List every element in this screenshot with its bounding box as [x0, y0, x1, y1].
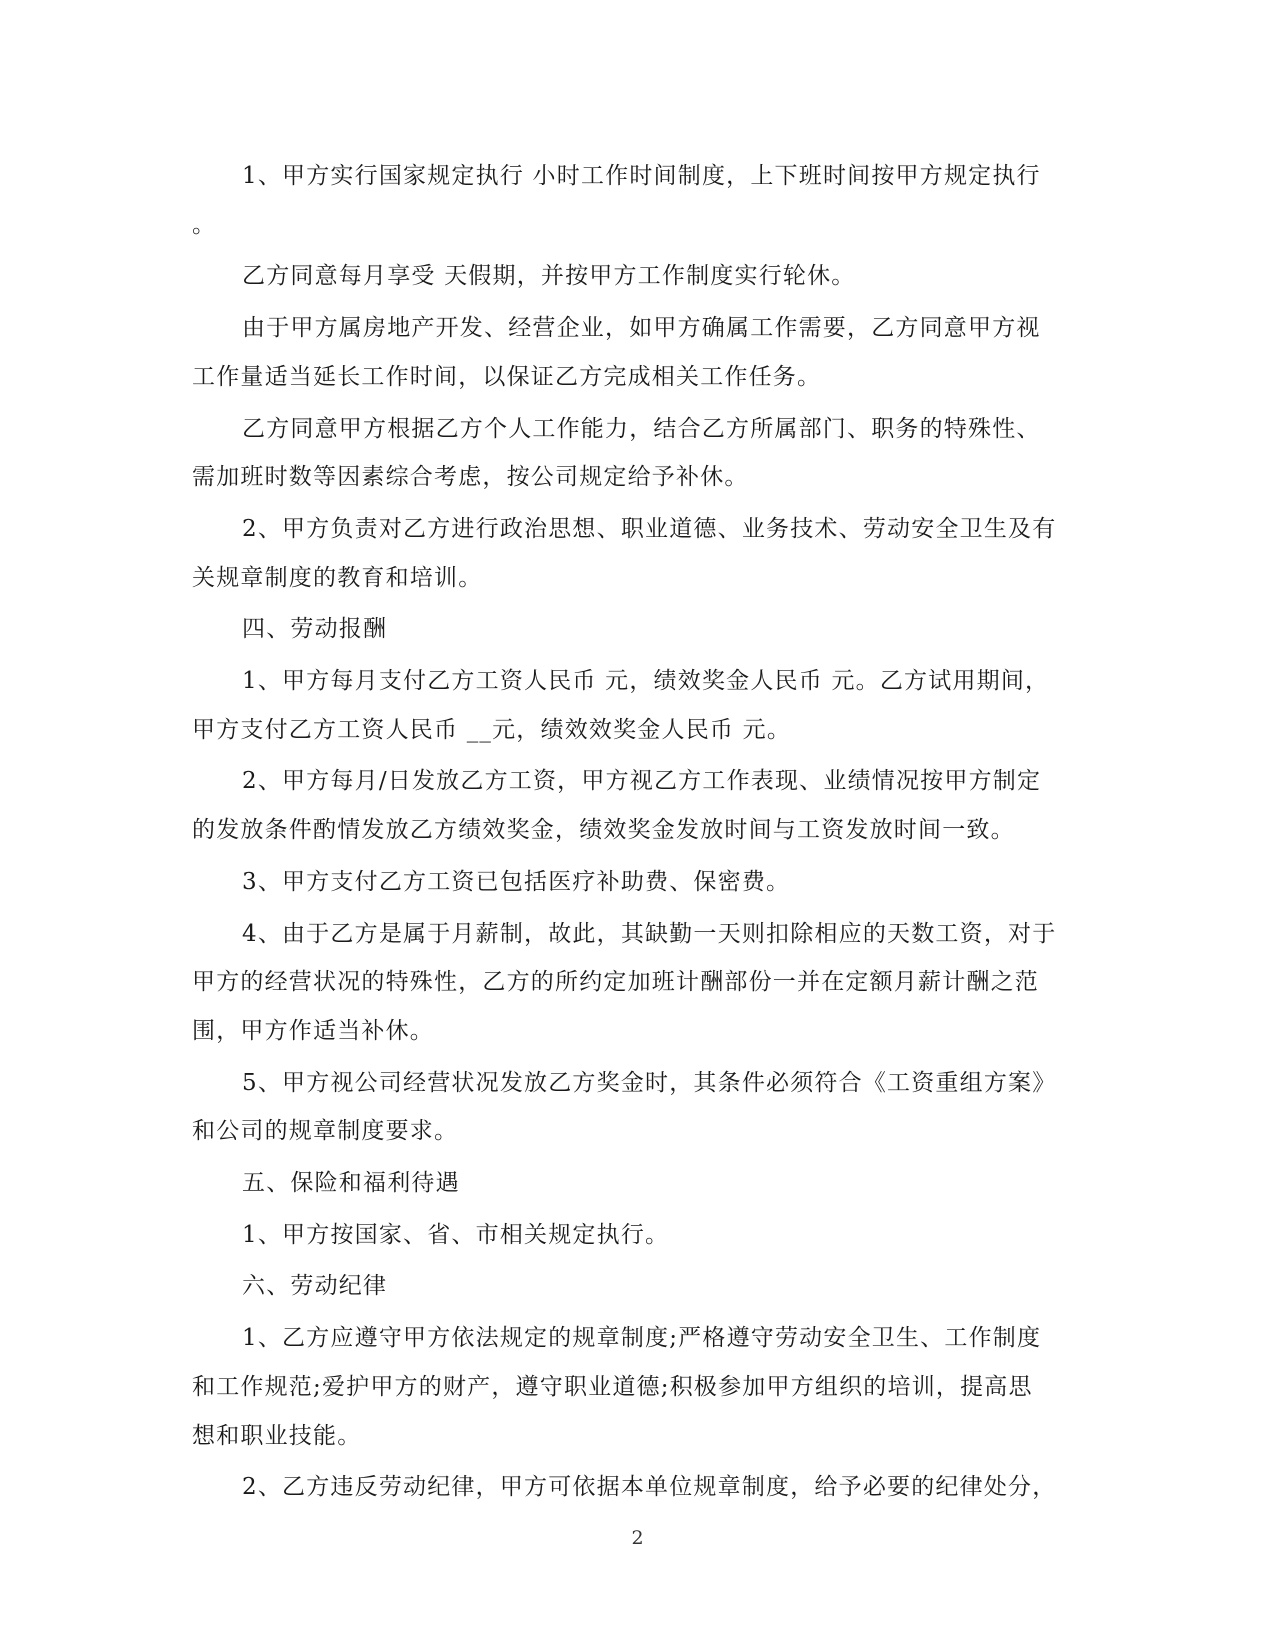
- text-line: 3、甲方支付乙方工资已包括医疗补助费、保密费。: [242, 868, 791, 895]
- text-line: 和工作规范;爱护甲方的财产，遵守职业道德;积极参加甲方组织的培训，提高思: [192, 1373, 1033, 1400]
- paragraph: [192, 252, 1082, 301]
- text-line: 5、甲方视公司经营状况发放乙方奖金时，其条件必须符合《工资重组方案》: [242, 1069, 1057, 1096]
- paragraph: [192, 605, 1082, 654]
- text-line: 2、甲方负责对乙方进行政治思想、职业道德、业务技术、劳动安全卫生及有: [242, 515, 1057, 542]
- text-line: 1、乙方应遵守甲方依法规定的规章制度;严格遵守劳动安全卫生、工作制度: [242, 1325, 1042, 1352]
- text-line: 4、由于乙方是属于月薪制，故此，其缺勤一天则扣除相应的天数工资，对于: [242, 920, 1057, 947]
- text-line: 。: [192, 211, 217, 238]
- page-number: 2: [631, 1527, 644, 1549]
- paragraph: [192, 910, 1082, 1056]
- text-line: 关规章制度的教育和培训。: [192, 564, 483, 591]
- paragraph: [192, 657, 1082, 754]
- text-line: 由于甲方属房地产开发、经营企业，如甲方确属工作需要，乙方同意甲方视: [242, 315, 1041, 342]
- paragraph: [192, 1262, 1082, 1311]
- text-line: 的发放条件酌情发放乙方绩效奖金，绩效奖金发放时间与工资发放时间一致。: [192, 817, 1015, 844]
- text-line: 需加班时数等因素综合考虑，按公司规定给予补休。: [192, 464, 749, 491]
- paragraph: [192, 1463, 1082, 1512]
- text-line: 五、保险和福利待遇: [242, 1170, 460, 1197]
- text-line: 和公司的规章制度要求。: [192, 1118, 459, 1145]
- paragraph: [192, 858, 1082, 907]
- text-line: 1、甲方实行国家规定执行 小时工作时间制度，上下班时间按甲方规定执行: [242, 163, 1041, 189]
- paragraph: [192, 1059, 1082, 1156]
- paragraph: [192, 505, 1082, 602]
- text-line: 甲方的经营状况的特殊性，乙方的所约定加班计酬部份一并在定额月薪计酬之范: [192, 969, 1039, 996]
- text-line: 乙方同意每月享受 天假期，并按甲方工作制度实行轮休。: [242, 263, 856, 290]
- text-line: 六、劳动纪律: [242, 1273, 388, 1300]
- paragraph: [192, 1159, 1082, 1208]
- text-line: 甲方支付乙方工资人民币 __元，绩效效奖金人民币 元。: [192, 716, 792, 743]
- text-line: 1、甲方按国家、省、市相关规定执行。: [242, 1221, 670, 1248]
- paragraph: [192, 1211, 1082, 1260]
- text-line: 工作量适当延长工作时间，以保证乙方完成相关工作任务。: [192, 363, 822, 390]
- paragraph: [192, 304, 1082, 401]
- text-line: 2、甲方每月/日发放乙方工资，甲方视乙方工作表现、业绩情况按甲方制定: [242, 768, 1042, 795]
- text-line: 1、甲方每月支付乙方工资人民币 元，绩效奖金人民币 元。乙方试用期间，: [242, 668, 1050, 695]
- text-line: 想和职业技能。: [192, 1422, 362, 1449]
- paragraph: [192, 152, 1082, 249]
- paragraph: [192, 1314, 1082, 1460]
- document-body: [192, 152, 1082, 1515]
- text-line: 2、乙方违反劳动纪律，甲方可依据本单位规章制度，给予必要的纪律处分，: [242, 1474, 1057, 1501]
- paragraph: [192, 405, 1082, 502]
- paragraph: [192, 757, 1082, 854]
- text-line: 围，甲方作适当补休。: [192, 1017, 434, 1044]
- text-line: 乙方同意甲方根据乙方个人工作能力，结合乙方所属部门、职务的特殊性、: [242, 415, 1041, 442]
- text-line: 四、劳动报酬: [242, 616, 388, 643]
